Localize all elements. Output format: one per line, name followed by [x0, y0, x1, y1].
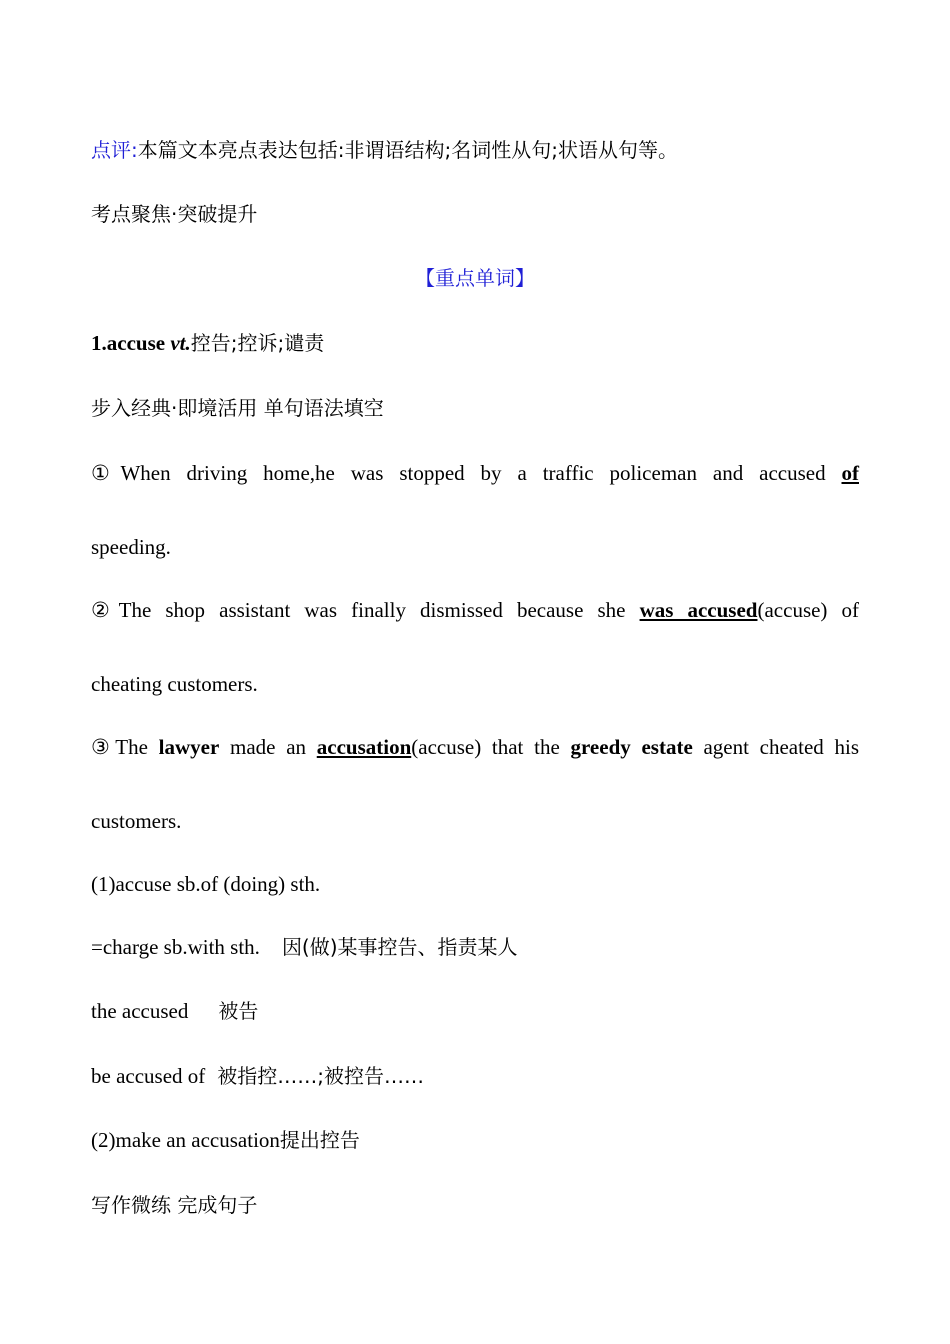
word-meaning: 控告;控诉;谴责 — [190, 331, 325, 355]
usage-be-accused-of-en: be accused of — [91, 1064, 206, 1088]
sentence-2-text: ②The shop assistant was finally dismissed because she — [91, 598, 640, 622]
sentence-3-part-3: (accuse) that the — [411, 735, 571, 759]
comment-label: 点评: — [91, 138, 138, 162]
usage-the-accused — [91, 998, 859, 1024]
usage-item-2 — [91, 1127, 859, 1153]
sentence-3-line-1 — [91, 734, 859, 760]
sentence-3-line-2: customers. — [91, 809, 182, 833]
word-headword: 1.accuse — [91, 331, 166, 355]
usage-be-accused-of-cn: 被指控……;被控告…… — [217, 1064, 425, 1088]
usage-charge-en: =charge sb.with sth. — [91, 935, 260, 959]
sentence-1-text: ①When driving home,he was stopped by a traffic policeman and accused — [91, 461, 842, 485]
sentence-1-line-1 — [91, 460, 859, 486]
word-entry-heading — [91, 330, 859, 356]
usage-charge — [91, 934, 859, 960]
sentence-2-line-1 — [91, 597, 859, 623]
writing-heading: 写作微练 完成句子 — [91, 1193, 258, 1217]
comment-text: 本篇文本亮点表达包括:非谓语结构;名词性从句;状语从句等。 — [137, 138, 678, 162]
sentence-3-part-1: ③The — [91, 735, 159, 759]
key-words-heading: 【重点单词】 — [415, 266, 535, 290]
section-title: 考点聚焦·突破提升 — [91, 202, 258, 226]
usage-the-accused-en: the accused — [91, 999, 189, 1023]
comment-line — [91, 137, 859, 163]
exercise-heading: 步入经典·即境活用 单句语法填空 — [91, 396, 384, 420]
sentence-2-suffix: (accuse) of — [757, 598, 860, 622]
sentence-3-part-2: made an — [219, 735, 317, 759]
sentence-1-answer: of — [841, 461, 859, 485]
word-part-of-speech: vt. — [170, 331, 191, 355]
sentence-1-line-2: speeding. — [91, 535, 171, 559]
sentence-3-answer: accusation — [316, 735, 412, 759]
sentence-3-bold-greedy-estate: greedy estate — [570, 735, 693, 759]
usage-be-accused-of — [91, 1063, 859, 1089]
sentence-3-part-4: agent cheated his — [692, 735, 860, 759]
sentence-2-answer: was accused — [639, 598, 758, 622]
sentence-2-line-2: cheating customers. — [91, 672, 258, 696]
usage-item-2-cn: 提出控告 — [279, 1128, 360, 1152]
usage-the-accused-cn: 被告 — [218, 999, 259, 1023]
usage-item-2-en: (2)make an accusation — [91, 1128, 280, 1152]
sentence-3-bold-lawyer: lawyer — [158, 735, 220, 759]
usage-item-1: (1)accuse sb.of (doing) sth. — [91, 872, 321, 896]
usage-charge-cn: 因(做)某事控告、指责某人 — [281, 935, 518, 959]
